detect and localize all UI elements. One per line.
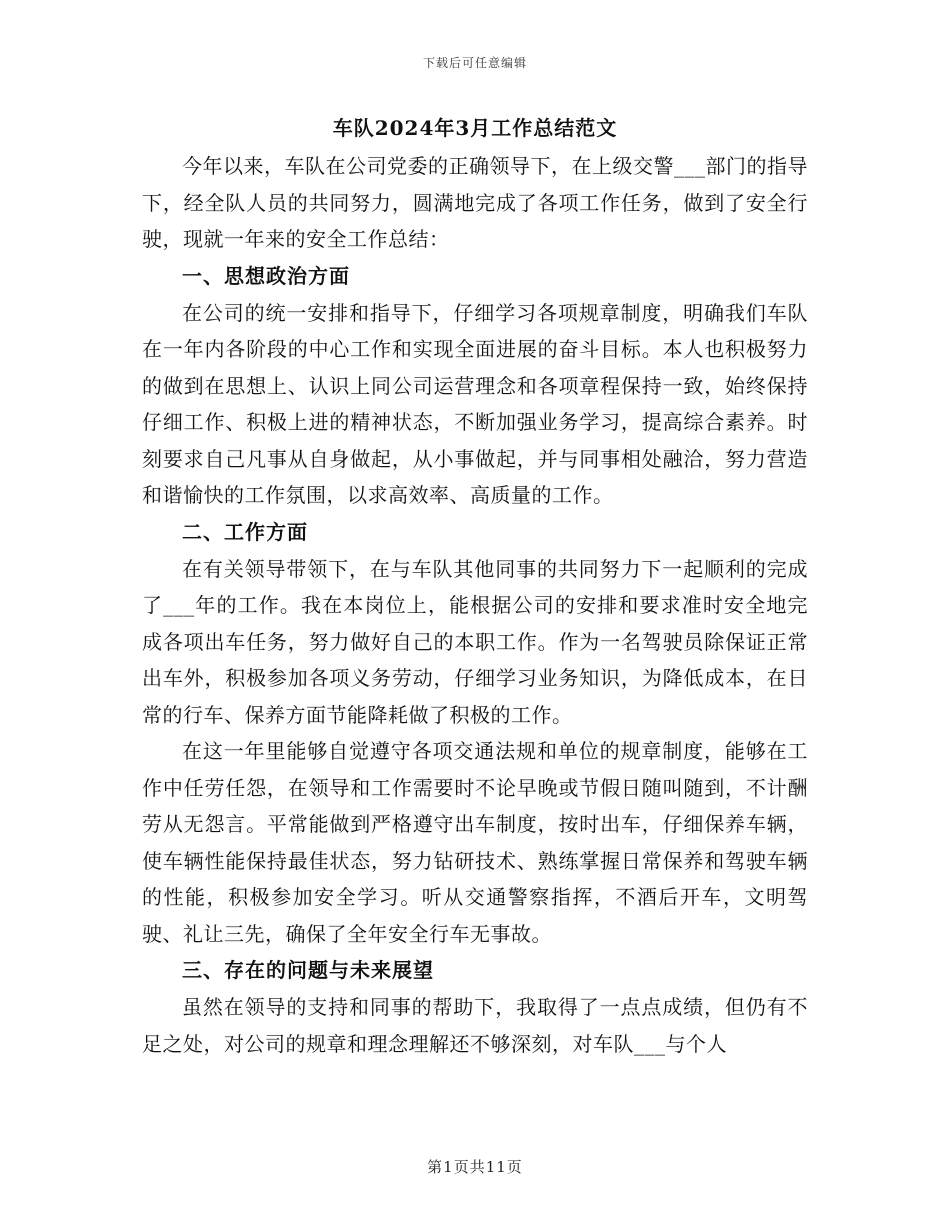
section-heading-ideology: 一、思想政治方面 bbox=[182, 263, 350, 288]
section2-paragraph-2: 在这一年里能够自觉遵守各项交通法规和单位的规章制度，能够在工作中任劳任怨，在领导和工作需要时不论早晚或节假日随叫随到，不计酬劳从无怨言。平常能做到严格遵守出车制度，按时出车，仔细保养车辆，使车辆性能保持最佳状态，努力钻研技术、熟练掌握日常保养和驾驶车辆的性能，积极参加安全学习。听从交通警察指挥，不酒后开车，文明驾驶、礼让三先，确保了全年安全行车无事故。 bbox=[142, 739, 808, 946]
intro-paragraph: 今年以来，车队在公司党委的正确领导下，在上级交警___部门的指导下，经全队人员的共同努力，圆满地完成了各项工作任务，做到了安全行驶，现就一年来的安全工作总结： bbox=[142, 154, 808, 251]
document-body bbox=[142, 110, 808, 1062]
section-heading-work: 二、工作方面 bbox=[182, 519, 308, 544]
section-heading-problems: 三、存在的问题与未来展望 bbox=[182, 958, 434, 982]
page-number-footer: 第1页共11页 bbox=[427, 1158, 523, 1176]
section1-paragraph-1: 在公司的统一安排和指导下，仔细学习各项规章制度，明确我们车队在一年内各阶段的中心工作和实现全面进展的奋斗目标。本人也积极努力的做到在思想上、认识上同公司运营理念和各项章程保持一致，始终保持仔细工作、积极上进的精神状态，不断加强业务学习，提高综合素养。时刻要求自己凡事从自身做起，从小事做起，并与同事相处融洽，努力营造和谐愉快的工作氛围，以求高效率、高质量的工作。 bbox=[142, 300, 808, 507]
document-title: 车队2024年3月工作总结范文 bbox=[332, 116, 618, 140]
section2-paragraph-1: 在有关领导带领下，在与车队其他同事的共同努力下一起顺利的完成了___年的工作。我在本岗位上，能根据公司的安排和要求准时安全地完成各项出车任务，努力做好自己的本职工作。作为一名驾驶员除保证正常出车外，积极参加各项义务劳动，仔细学习业务知识，为降低成本，在日常的行车、保养方面节能降耗做了积极的工作。 bbox=[142, 556, 808, 727]
section3-paragraph-1: 虽然在领导的支持和同事的帮助下，我取得了一点点成绩，但仍有不足之处，对公司的规章和理念理解还不够深刻，对车队___与个人 bbox=[142, 995, 808, 1056]
header-note: 下载后可任意编辑 bbox=[422, 56, 527, 70]
